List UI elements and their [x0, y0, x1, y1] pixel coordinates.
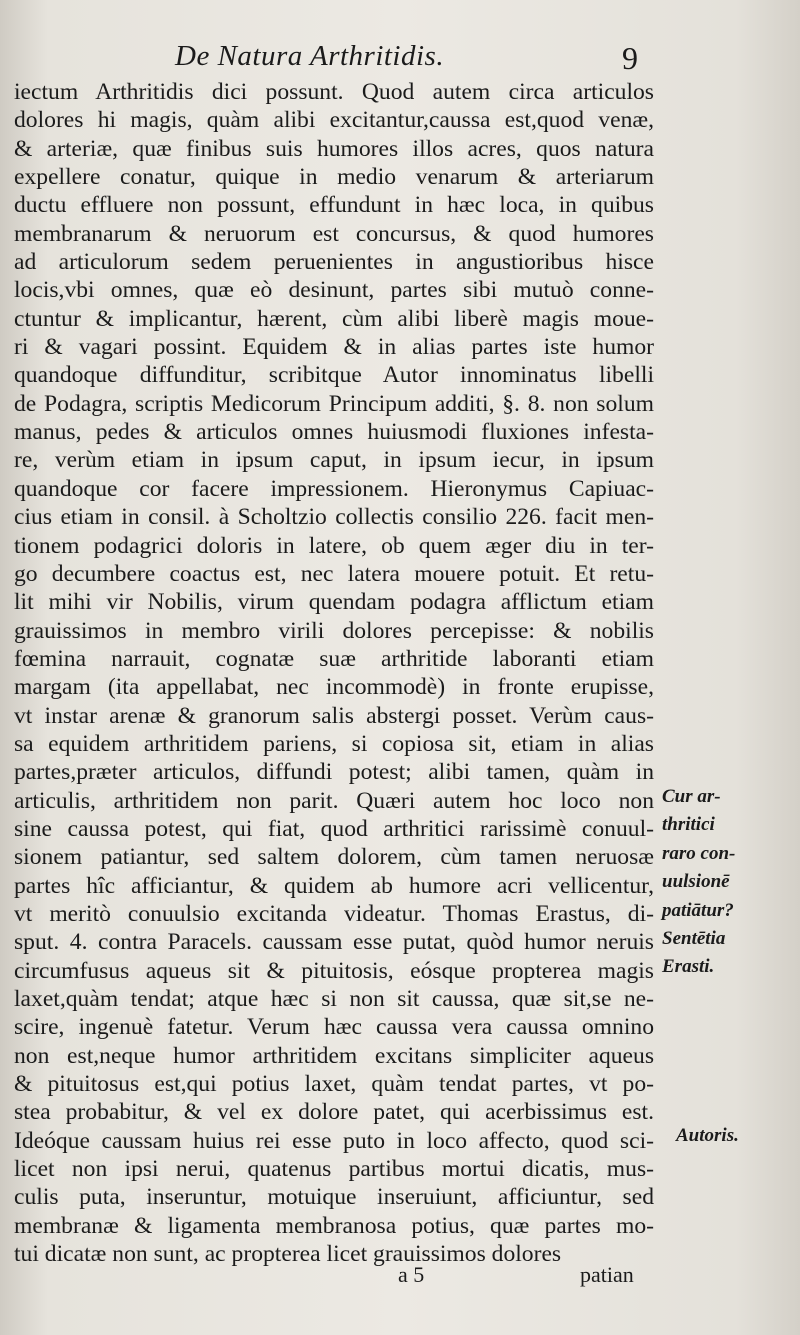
text-line: sionem patiantur, sed saltem dolorem, cùm tamen neruosæ — [14, 844, 654, 871]
text-line: non est,neque humor arthritidem excitans simpliciter aqueus — [14, 1042, 654, 1069]
text-line: sa equidem arthritidem pariens, si copiosa sit, etiam in alias — [14, 730, 654, 757]
text-line: manus, pedes & articulos omnes huiusmodi fluxiones infesta- — [14, 419, 654, 446]
margin-note-line: thritici — [662, 814, 715, 836]
margin-note-line: raro con- — [662, 842, 736, 864]
text-line: fœmina narrauit, cognatæ suæ arthritide laboranti etiam — [14, 645, 654, 672]
text-line: sput. 4. contra Paracels. caussam esse putat, quòd humor neruis — [14, 929, 654, 956]
text-line: de Podagra, scriptis Medicorum Principum additi, §. 8. non solum — [14, 390, 654, 417]
margin-note-text: Sentētia Erasti. — [662, 928, 726, 978]
text-line: vt meritò conuulsio excitanda videatur. Thomas Erastus, di- — [14, 900, 654, 927]
margin-note-question — [662, 783, 792, 925]
text-line: membranarum & neruorum est concursus, & quod humores — [14, 220, 654, 247]
catchword: patian — [580, 1262, 634, 1287]
text-line: circumfusus aqueus sit & pituitosis, eósque propterea magis — [14, 957, 654, 984]
text-line: go decumbere coactus est, nec latera mouere potuit. Et retu- — [14, 560, 654, 587]
text-line: grauissimos in membro virili dolores percepisse: & nobilis — [14, 617, 654, 644]
signature-mark: a 5 — [398, 1262, 425, 1287]
text-line: ri & vagari possint. Equidem & in alias partes iste humor — [14, 334, 654, 361]
text-line: cius etiam in consil. à Scholtzio collectis consilio 226. facit men- — [14, 504, 654, 531]
margin-note-erastus — [662, 925, 757, 982]
page-number: 9 — [622, 40, 638, 76]
text-line: sine caussa potest, qui fiat, quod arthritici rarissimè conuul- — [14, 815, 654, 842]
running-title: De Natura Arthritidis. — [175, 40, 445, 72]
text-line: stea probabitur, & vel ex dolore patet, qui acerbissimus est. — [14, 1099, 654, 1126]
text-line: & arteriæ, quæ finibus suis humores illos acres, quos natura — [14, 135, 654, 162]
text-line: ductu effluere non possunt, effundunt in hæc loca, in quibus — [14, 192, 654, 219]
body-text — [14, 78, 654, 1268]
text-line: margam (ita appellabat, nec incommodè) in fronte erupisse, — [14, 674, 654, 701]
text-line: re, verùm etiam in ipsum caput, in ipsum iecur, in ipsum — [14, 447, 654, 474]
text-line: culis puta, inseruntur, motuique inseruiunt, afficiuntur, sed — [14, 1184, 654, 1211]
text-line: partes,præter articulos, diffundi potest; alibi tamen, quàm in — [14, 759, 654, 786]
text-line: articulis, arthritidem non parit. Quæri autem hoc loco non — [14, 787, 654, 814]
page-footer — [0, 1262, 800, 1292]
text-line: iectum Arthritidis dici possunt. Quod autem circa articulos — [14, 79, 654, 105]
text-line: & pituitosus est,qui potius laxet, quàm tendat partes, vt po- — [14, 1071, 654, 1098]
text-line: locis,vbi omnes, quæ eò desinunt, partes sibi mutuò conne- — [14, 277, 654, 304]
margin-note-line: uulsionē — [662, 871, 730, 893]
text-line: expellere conatur, quique in medio venarum & arteriarum — [14, 164, 654, 191]
text-line: ctuntur & implicantur, hærent, cùm alibi liberè magis moue- — [14, 305, 654, 332]
text-line: tui dicatæ non sunt, ac propterea licet grauissimos dolores — [14, 1241, 562, 1268]
text-line: vt instar arenæ & granorum salis abstergi posset. Verùm caus- — [14, 702, 654, 729]
text-line: laxet,quàm tendat; atque hæc si non sit caussa, quæ sit,se ne- — [14, 986, 654, 1012]
margin-note-line: patiātur? — [662, 899, 734, 921]
text-line: lit mihi vir Nobilis, virum quendam podagra afflictum etiam — [14, 589, 654, 616]
margin-note-autoris — [676, 1122, 800, 1150]
text-line: quandoque diffunditur, scribitque Autor innominatus libelli — [14, 362, 654, 389]
text-line: ad articulorum sedem peruenientes in angustioribus hisce — [14, 249, 654, 276]
text-line: Ideóque caussam huius rei esse puto in loco affecto, quod sci- — [14, 1127, 654, 1154]
text-line: scire, ingenuè fatetur. Verum hæc caussa vera caussa omnino — [14, 1014, 654, 1041]
text-line: tionem podagrici doloris in latere, ob quem æger diu in ter- — [14, 532, 654, 559]
text-line: licet non ipsi nerui, quatenus partibus mortui dicatis, mus- — [14, 1156, 654, 1183]
margin-note-line: Cur ar- — [662, 786, 721, 807]
text-line: dolores hi magis, quàm alibi excitantur,caussa est,quod venæ, — [14, 107, 654, 134]
text-line: membranæ & ligamenta membranosa potius, quæ partes mo- — [14, 1212, 654, 1239]
text-line: quandoque cor facere impressionem. Hieronymus Capiuac- — [14, 475, 654, 502]
text-line: partes hîc afficiantur, & quidem ab humore acri vellicentur, — [14, 872, 654, 899]
margin-note-text: Autoris. — [676, 1125, 739, 1146]
